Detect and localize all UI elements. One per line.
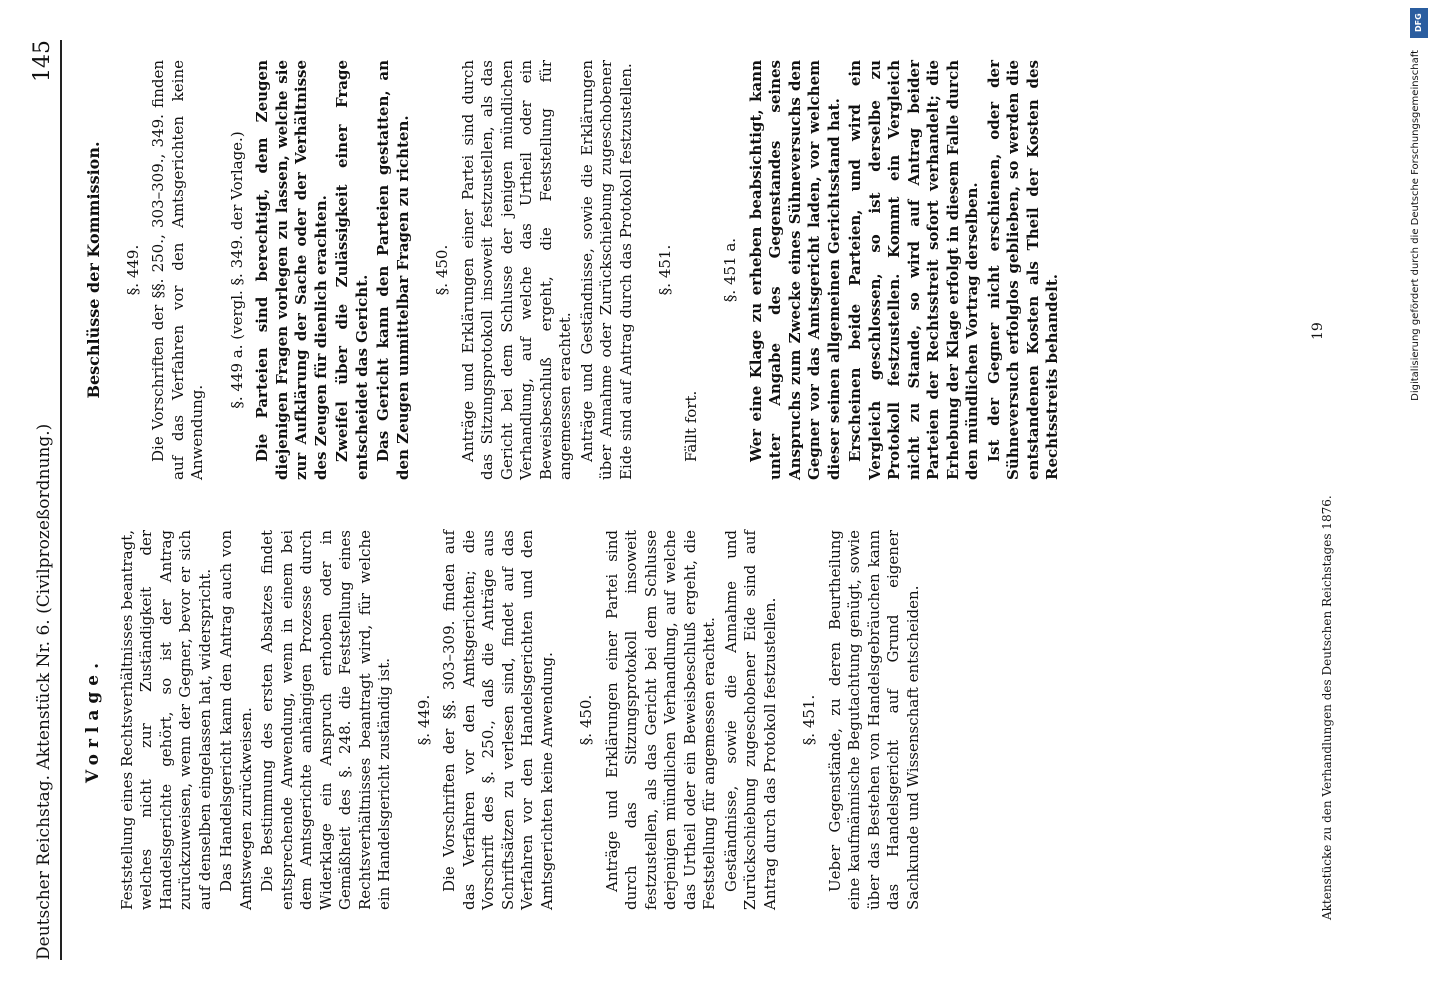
kommission-p449a-text-2: Zweifel über die Zulässigkeit einer Frage entscheidet das Gericht.	[333, 60, 371, 480]
credit-text: Digitalisierung gefördert durch die Deutsche Forschungsgemeinschaft	[1410, 50, 1421, 401]
kommission-p451a-text: Wer eine Klage zu erheben beabsichtigt, kann unter Angabe des Gegenstandes seines Anspruchs zum Zwecke eines Sühneversuchs den Gegner vor das Amtsgericht laden, vor welchem dieser seinen allgemeinen Gerichtsstand hat.	[746, 60, 843, 480]
kommission-p449a-text-3: Das Gericht kann den Parteien gestatten, an den Zeugen unmittelbar Fragen zu richten.	[374, 60, 412, 480]
page-header	[30, 40, 62, 960]
kommission-p451a-text-3: Ist der Gegner nicht erschienen, oder der Sühneversuch erfolglos geblieben, so werden die entstandenen Kosten als Theil der Kosten des Rechtsstreits behandelt.	[984, 60, 1061, 480]
right-column-kommission	[70, 60, 1065, 480]
left-column-vorlage	[70, 530, 925, 910]
kommission-p450-text: Anträge und Erklärungen einer Partei sind durch das Sitzungsprotokoll insoweit festzustellen, als das Gericht bei dem Schlusse der jenigen mündlichen Verhandlung, auf welche das Urtheil oder ein Beweisbeschluß ergeht, die Feststellung für angemessen erachtet.	[458, 60, 574, 480]
vorlage-p450-text: Anträge und Erklärungen einer Partei sind durch das Sitzungsprotokoll insoweit festzustellen, als das Gericht bei dem Schlusse derjenigen mündlichen Verhandlung, auf welche das Urtheil oder ein Beweisbeschluß ergeht, die Feststellung für angemessen erachtet.	[602, 530, 718, 910]
kommission-p449-text: Die Vorschriften der §§. 250., 303–309., 349. finden auf das Verfahren vor den Amtsgerichten keine Anwendung.	[149, 60, 206, 480]
header-title: Deutscher Reichstag. Aktenstück Nr. 6. (Civilprozeßordnung.)	[34, 423, 54, 960]
kommission-p450-text-2: Anträge und Geständnisse, sowie die Erklärungen über Annahme oder Zurückschiebung zugeschobener Eide sind auf Antrag durch das Protokoll festzustellen.	[577, 60, 635, 480]
vorlage-p449-text: Die Vorschriften der §§. 303–309. finden auf das Verfahren vor den Amtsgerichten; die Vorschrift des §. 250., daß die Anträge aus Schriftsätzen zu verlesen sind, findet auf das Verfahren vor den Handelsgerichten und den Amtsgerichten keine Anwendung.	[440, 530, 556, 910]
kommission-p451a-number: §. 451 a.	[721, 237, 739, 303]
vorlage-p451-text: Ueber Gegenstände, zu deren Beurtheilung eine kaufmännische Begutachtung genügt, sowie über das Bestehen von Handelsgebräuchen kann das Handelsgericht auf Grund eigener Sachkunde und Wissenschaft entscheiden.	[825, 530, 922, 910]
kommission-p451a-text-2: Erscheinen beide Parteien, und wird ein Vergleich geschlossen, so ist derselbe zu Protokoll festzustellen. Kommt ein Vergleich nicht zu Stande, so wird auf Antrag beider Parteien der Rechtsstreit sofort verhandelt; die Erhebung der Klage erfolgt in diesem Falle durch den mündlichen Vortrag derselben.	[846, 60, 981, 480]
vorlage-p450-text-2: Geständnisse, sowie die Annahme und Zurückschiebung zugeschobener Eide sind auf Antrag durch das Protokoll festzustellen.	[721, 530, 779, 910]
page-number: 145	[30, 40, 55, 82]
kommission-p449a-text: Die Parteien sind berechtigt, dem Zeugen diejenigen Fragen vorlegen zu lassen, welche sie zur Aufklärung der Sache oder der Verhältnisse des Zeugen für dienlich erachten.	[253, 60, 330, 480]
vorlage-intro-2: Das Handelsgericht kann den Antrag auch von Amtswegen zurückweisen.	[217, 530, 255, 910]
dfg-logo: DFG	[1410, 8, 1428, 38]
vorlage-p450-number: §. 450.	[577, 694, 595, 746]
vorlage-intro: Feststellung eines Rechtsverhältnisses beantragt, welches nicht zur Zuständigkeit der Handelsgerichte gehört, so ist der Antrag zurückzuweisen, wenn der Gegner, bevor er sich auf denselben eingelassen hat, widerspricht.	[117, 530, 214, 910]
kommission-p450-number: §. 450.	[433, 244, 451, 296]
vorlage-intro-3: Die Bestimmung des ersten Absatzes findet entsprechende Anwendung, wenn in einem bei dem Amtsgerichte anhängigen Prozesse durch Widerklage ein Anspruch erhoben oder in Gemäßheit des §. 248. die Feststellung eines Rechtsverhältnisses beantragt wird, für welche ein Handelsgericht zuständig ist.	[258, 530, 393, 910]
vorlage-p451-number: §. 451.	[800, 694, 818, 746]
footer-source: Aktenstücke zu den Verhandlungen des Deutschen Reichstages 1876.	[1320, 495, 1334, 920]
digitization-credit	[1406, 10, 1426, 1000]
kommission-p449-number: §. 449.	[123, 244, 142, 296]
footer-page-mark: 19	[1310, 322, 1326, 340]
vorlage-heading: Vorlage.	[83, 656, 103, 784]
kommission-p451-text: Fällt fort.	[681, 390, 700, 462]
kommission-heading: Beschlüsse der Kommission.	[84, 141, 103, 399]
kommission-p449a-number: §. 449 a. (vergl. §. 349. der Vorlage.)	[227, 131, 246, 409]
vorlage-p449-number: §. 449.	[414, 694, 433, 746]
kommission-p451-number: §. 451.	[656, 244, 674, 296]
